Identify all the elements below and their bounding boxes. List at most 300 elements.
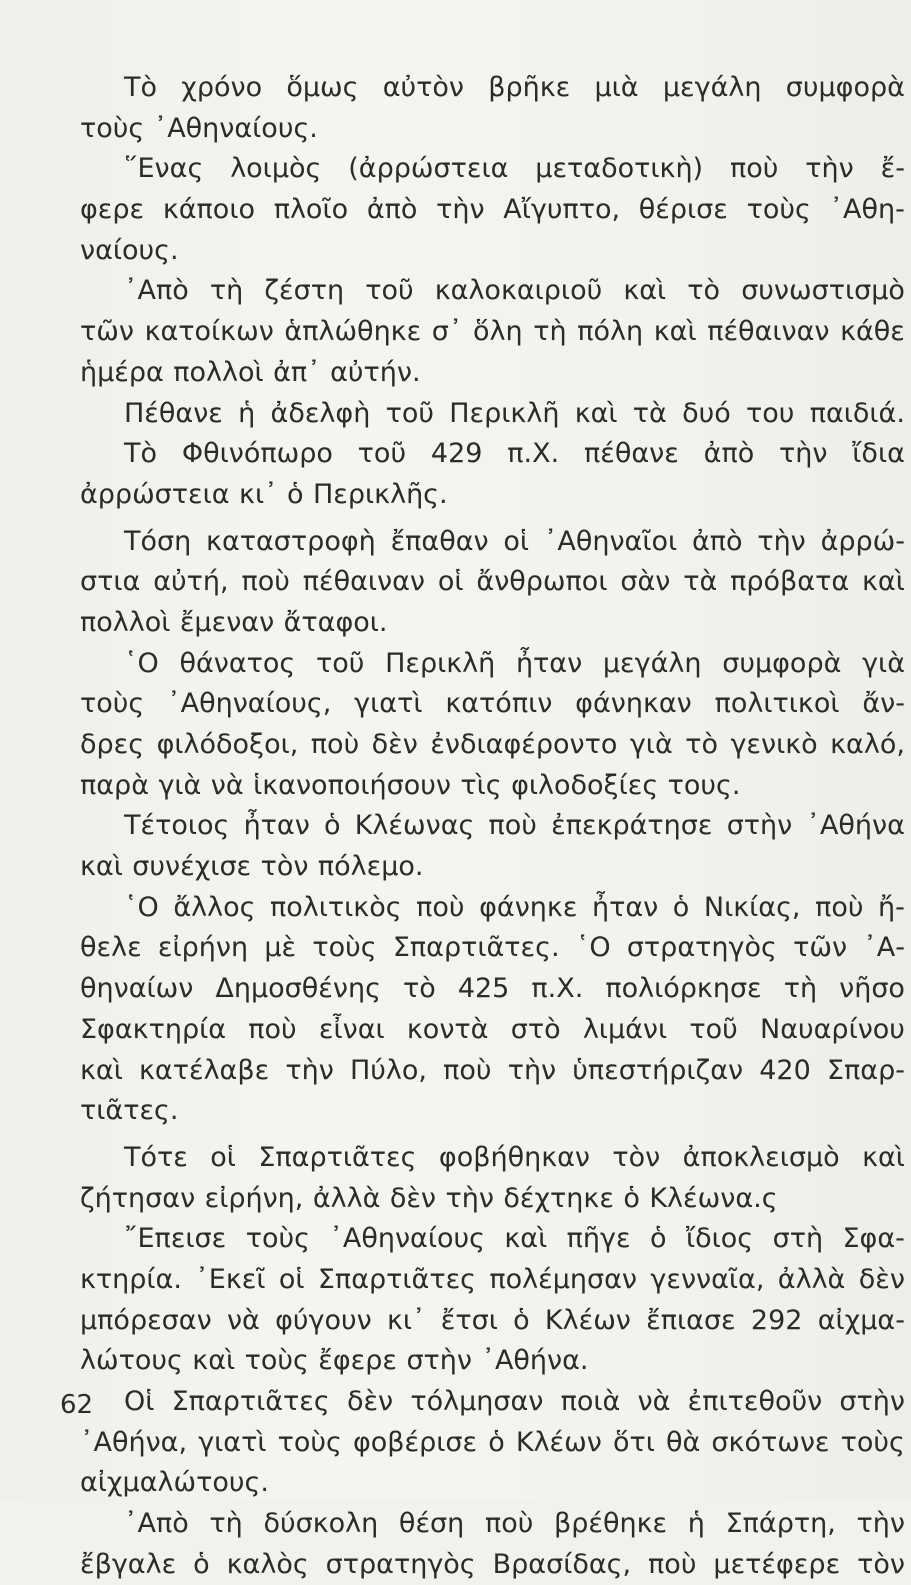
text-line xyxy=(80,766,905,807)
word: καὶ xyxy=(504,1223,548,1255)
word: ᾿Αθήνα. xyxy=(481,1345,589,1377)
word: δὲν xyxy=(858,1263,905,1295)
word: σὰν xyxy=(620,566,671,598)
word: ἦταν xyxy=(591,891,659,923)
word: ᾿Α- xyxy=(863,932,905,964)
word: τοῦ xyxy=(365,275,414,307)
word: Κλέωνα.ς xyxy=(649,1182,778,1214)
word: μετέφερε xyxy=(713,1548,841,1580)
word: τὴ xyxy=(209,275,244,307)
word: θελε xyxy=(80,932,142,964)
text-line xyxy=(80,434,905,475)
word: 292 xyxy=(750,1304,803,1336)
word: στια xyxy=(80,566,141,598)
word: τὸ xyxy=(685,729,718,760)
word: στὴν xyxy=(726,810,793,842)
word: δὲν xyxy=(371,729,418,760)
word: τὴ xyxy=(533,316,567,348)
word: ᾿Αθηναίους xyxy=(329,1223,485,1255)
word: ᾿Αθη- xyxy=(829,194,905,226)
word: ῾Ο xyxy=(575,932,611,964)
word: κι᾿ xyxy=(239,478,278,510)
text-line xyxy=(80,1219,905,1260)
word: τιᾶτες. xyxy=(80,1095,179,1127)
word: αὐτήν. xyxy=(330,356,421,388)
word: αἰχμα- xyxy=(817,1304,905,1336)
word: κτηρία. xyxy=(80,1263,182,1295)
word: θέρισε xyxy=(638,194,728,226)
word: οἱ xyxy=(437,566,464,598)
word: ἔπιασε xyxy=(646,1304,736,1336)
word: πόλη xyxy=(577,316,644,348)
word: ἀπὸ xyxy=(366,194,418,226)
word: θάνατος xyxy=(179,647,296,679)
word: ποὺ xyxy=(484,1508,534,1540)
word: ζέστη xyxy=(264,275,345,307)
word: καὶ xyxy=(623,275,667,307)
word: σκότωνε xyxy=(711,1426,830,1458)
word: Ναυαρίνου xyxy=(760,1013,905,1045)
word: ῾Ο xyxy=(124,891,159,923)
word: τὰ xyxy=(632,397,667,429)
word: κοντὰ xyxy=(406,1013,489,1045)
word: παιδιά. xyxy=(809,397,905,429)
word: Πέθανε xyxy=(124,397,223,429)
text-line xyxy=(80,68,905,109)
word: πολλοὶ xyxy=(173,356,264,388)
text-line xyxy=(80,271,905,312)
word: τὴν xyxy=(779,438,828,470)
word: αὐτὸν xyxy=(382,72,465,103)
word: μεγάλη xyxy=(602,647,702,679)
word: ποὺ xyxy=(730,153,779,185)
word: ῞Ενας xyxy=(124,153,204,185)
word: ζήτησαν xyxy=(80,1182,196,1214)
text-line xyxy=(80,888,905,929)
word: ἀλλὰ xyxy=(777,1263,846,1295)
text-line xyxy=(80,1260,905,1301)
word: πολιτικοὶ xyxy=(714,688,840,720)
word: πέθαιναν xyxy=(302,566,425,598)
word: τὸν xyxy=(857,1548,905,1580)
word: τὸ xyxy=(402,973,436,1005)
word: Φθινόπωρο xyxy=(181,438,333,470)
word: χρόνο xyxy=(181,72,263,103)
word: ὁ xyxy=(623,1182,640,1214)
word: τους. xyxy=(667,769,741,801)
word: γιατὶ xyxy=(198,1426,267,1458)
word: Σπαρτιᾶτες xyxy=(258,1141,417,1173)
text-line xyxy=(80,394,905,435)
page-number: 62 xyxy=(60,1390,94,1420)
word: Περικλῆ xyxy=(449,397,560,429)
word: βρῆκε xyxy=(488,72,571,103)
word: Σπαρτιᾶτες xyxy=(171,1386,330,1417)
word: μπόρεσαν xyxy=(80,1304,212,1336)
word: θηναίων xyxy=(80,973,194,1005)
word: ἔβγαλε xyxy=(80,1548,177,1580)
word: Σφα- xyxy=(842,1223,905,1255)
word: τὴν xyxy=(507,1054,557,1086)
word: Σπαρτιᾶτες. xyxy=(392,932,560,964)
word: καὶ xyxy=(574,397,618,429)
word: αὐτή, xyxy=(153,566,229,598)
word: παρὰ xyxy=(80,769,149,801)
word: ᾿Αθήνα, xyxy=(80,1426,188,1458)
word: καὶ xyxy=(192,1345,236,1377)
word: ἱκανοποιήσουν xyxy=(253,769,451,801)
word: πολιόρκησε xyxy=(605,973,762,1005)
word: κάθε xyxy=(840,316,905,348)
text-line xyxy=(80,684,905,725)
word: ὁ xyxy=(287,478,304,510)
word: ποὺ xyxy=(443,1054,492,1086)
text-line xyxy=(80,1545,905,1585)
word: Τὸ xyxy=(124,438,158,470)
word: τόλμησαν xyxy=(410,1386,544,1417)
word: τὴν xyxy=(445,1182,494,1214)
word: ποὺ xyxy=(310,729,360,760)
word: τὸν xyxy=(612,1141,661,1173)
word: θὰ xyxy=(665,1426,701,1458)
word: ἔπαθαν xyxy=(390,525,489,557)
word: ὁ xyxy=(193,1548,210,1580)
word: ἄταφοι. xyxy=(283,606,388,638)
word: π.Χ. xyxy=(531,973,584,1005)
word: Δημοσθένης xyxy=(215,973,381,1005)
word: γενναῖα, xyxy=(650,1263,765,1295)
word: καλοκαιριοῦ xyxy=(434,275,603,307)
word: φάνηκε xyxy=(479,891,578,923)
word: καταστροφὴ xyxy=(206,525,376,557)
word: ᾿Αθηναίους. xyxy=(153,112,318,144)
word: κι᾿ xyxy=(386,1304,426,1336)
word: στὸ xyxy=(510,1013,561,1045)
word: στρατηγὸς xyxy=(626,932,777,964)
word: φιλοδοξίες xyxy=(511,769,659,801)
word: ἔτσι xyxy=(440,1304,498,1336)
word: ἀπὸ xyxy=(691,525,743,557)
word: κάποιο xyxy=(162,194,255,226)
text-line xyxy=(80,312,905,353)
word: γιὰ xyxy=(862,647,905,679)
word: ἀρρώστεια xyxy=(80,478,230,510)
word: ᾿Αθήνα xyxy=(806,810,905,842)
word: ναίους. xyxy=(80,234,179,266)
word: τὴν xyxy=(285,1054,334,1086)
word: πλοῖο xyxy=(273,194,349,226)
word: πέθανε xyxy=(583,438,679,470)
text-line xyxy=(80,1010,905,1051)
text-line xyxy=(80,847,905,888)
text-line xyxy=(80,1051,905,1092)
word: ἀλλὰ xyxy=(312,1182,381,1214)
word: πρόβατα xyxy=(730,566,850,598)
word: τοῦ xyxy=(385,397,434,429)
text-line xyxy=(80,149,905,190)
word: ὁ xyxy=(672,891,690,923)
text-line xyxy=(80,928,905,969)
word: καλό, xyxy=(830,729,905,760)
word: ᾿Απὸ xyxy=(124,1508,189,1540)
word: δέχτηκε xyxy=(503,1182,614,1214)
word: τοῦ xyxy=(357,438,407,470)
word: τὶς xyxy=(460,769,502,801)
word: ποὺ xyxy=(488,810,537,842)
word: νὰ xyxy=(226,1304,260,1336)
word: κατέλαβε xyxy=(139,1054,270,1086)
word: Σπαρ- xyxy=(826,1054,905,1086)
word: συμφορὰ xyxy=(722,647,842,679)
word: τὴν xyxy=(436,194,485,226)
text-line xyxy=(80,644,905,685)
word: ποὺ xyxy=(815,891,864,923)
word: τοὺς xyxy=(244,1345,309,1377)
word: στρατηγὸς xyxy=(325,1548,476,1580)
word: γιὰ xyxy=(158,769,202,801)
text-line xyxy=(80,1301,905,1342)
word: Σπαρτιᾶτες xyxy=(317,1263,477,1295)
word: δρες xyxy=(80,729,145,760)
text-line xyxy=(80,1382,905,1423)
word: Περικλῆς. xyxy=(313,478,448,510)
text-line xyxy=(80,475,905,516)
text-line xyxy=(80,1091,905,1132)
word: γιατὶ xyxy=(354,688,423,720)
body-text xyxy=(80,68,905,1585)
word: δὲν xyxy=(389,1182,437,1214)
word: ἄλλος xyxy=(173,891,256,923)
word: ᾿Αθηναῖοι xyxy=(543,525,678,557)
word: (ἀρρώστεια xyxy=(348,153,509,185)
word: του xyxy=(746,397,795,429)
word: ῎Επεισε xyxy=(124,1223,227,1255)
word: ὁ xyxy=(324,810,341,842)
word: οἱ xyxy=(278,1263,305,1295)
word: Περικλῆ xyxy=(385,647,496,679)
word: Κλέωνας xyxy=(354,810,475,842)
word: συνωστισμὸ xyxy=(741,275,905,307)
word: πῆγε xyxy=(566,1223,631,1255)
word: ποὺ xyxy=(248,1013,297,1045)
word: ἴδιος xyxy=(686,1223,754,1255)
word: ὑπεστήριζαν xyxy=(572,1054,744,1086)
word: πολλοὶ xyxy=(80,606,171,638)
word: τὴ xyxy=(209,1508,243,1540)
word: ἡ xyxy=(238,397,256,429)
word: ἄν- xyxy=(862,688,905,720)
text-line xyxy=(80,725,905,766)
word: 429 xyxy=(430,438,483,470)
text-line xyxy=(80,353,905,394)
word: τοὺς xyxy=(312,932,377,964)
word: τοῦ xyxy=(315,647,365,679)
word: Τότε xyxy=(124,1141,188,1173)
word: καὶ xyxy=(653,316,697,348)
word: Κλέων xyxy=(544,1304,631,1336)
word: πολιτικὸς xyxy=(270,891,402,923)
word: καὶ xyxy=(862,1141,905,1173)
word: ποιὰ xyxy=(560,1386,621,1417)
word: ᾿Απὸ xyxy=(124,275,189,307)
word: φιλόδοξοι, xyxy=(156,729,299,760)
word: μὲ xyxy=(264,932,297,964)
word: εἰρήνη xyxy=(157,932,249,964)
word: οἱ xyxy=(503,525,530,557)
word: π.Χ. xyxy=(507,438,560,470)
word: τὸν xyxy=(260,851,309,883)
word: ἴδια xyxy=(852,438,905,470)
word: συνέχισε xyxy=(132,851,252,883)
word: τοῦ xyxy=(689,1013,738,1045)
word: ἔμεναν xyxy=(179,606,275,638)
word: λοιμὸς xyxy=(230,153,322,185)
word: ὅλη xyxy=(473,316,523,348)
word: ἄνθρωποι xyxy=(476,566,608,598)
word: μεταδοτικὴ) xyxy=(535,153,704,185)
word: τοὺς xyxy=(840,1426,905,1458)
word: πέθαιναν xyxy=(707,316,830,348)
word: τοὺς xyxy=(80,112,145,144)
word: δυό xyxy=(682,397,731,429)
word: ποὺ xyxy=(416,891,465,923)
word: στὴν xyxy=(406,1345,472,1377)
word: λιμάνι xyxy=(582,1013,668,1045)
text-line xyxy=(80,1423,905,1464)
word: Τόση xyxy=(124,525,192,557)
word: μεγάλη xyxy=(662,72,762,103)
text-line xyxy=(80,109,905,150)
word: ἀπὸ xyxy=(703,438,755,470)
word: ἁπλώθηκε xyxy=(284,316,422,348)
word: Οἱ xyxy=(124,1386,155,1417)
word: Αἴγυπτο, xyxy=(503,194,621,226)
word: καὶ xyxy=(80,851,123,883)
word: εἰρήνη, xyxy=(204,1182,304,1214)
word: γιὰ xyxy=(629,729,673,760)
word: ποὺ xyxy=(648,1548,697,1580)
word: στὴ xyxy=(772,1223,824,1255)
text-line xyxy=(80,231,905,272)
word: δύσκολη xyxy=(263,1508,379,1540)
word: αἰχμαλώτους. xyxy=(80,1467,269,1499)
word: ὁ xyxy=(650,1223,667,1255)
word: τὴν xyxy=(805,153,854,185)
word: ὅμως xyxy=(286,72,359,103)
word: τοὺς xyxy=(277,1426,342,1458)
word: Βρασίδας, xyxy=(492,1548,632,1580)
word: ᾿Εκεῖ xyxy=(195,1263,266,1295)
word: συμφορὰ xyxy=(785,72,905,103)
word: νὰ xyxy=(637,1386,671,1417)
text-line xyxy=(80,1341,905,1382)
word: φοβήθηκαν xyxy=(438,1141,590,1173)
text-line xyxy=(80,969,905,1010)
word: τοὺς xyxy=(746,194,811,226)
word: τὴν xyxy=(856,1508,905,1540)
word: σ᾿ xyxy=(431,316,463,348)
word: 425 xyxy=(457,973,510,1005)
word: ἀπ᾿ xyxy=(273,356,321,388)
word: Σπάρτη, xyxy=(725,1508,836,1540)
word: ποὺ xyxy=(241,566,290,598)
text-line xyxy=(80,1138,905,1179)
text-line xyxy=(80,1179,905,1220)
word: τὸ xyxy=(687,275,721,307)
word: ἐπεκράτησε xyxy=(551,810,713,842)
word: Πύλο, xyxy=(349,1054,427,1086)
word: βρέθηκε xyxy=(554,1508,668,1540)
word: ἦταν xyxy=(243,810,310,842)
word: ἐνδιαφέροντο xyxy=(430,729,618,760)
word: καὶ xyxy=(862,566,905,598)
word: ῾Ο xyxy=(124,647,159,679)
word: κατοίκων xyxy=(144,316,274,348)
word: τὴ xyxy=(783,973,818,1005)
word: φερε xyxy=(80,194,145,226)
word: Σφακτηρία xyxy=(80,1013,227,1045)
word: τῶν xyxy=(793,932,848,964)
text-line xyxy=(80,190,905,231)
word: φύγουν xyxy=(275,1304,372,1336)
word: Τὸ xyxy=(124,72,158,103)
word: ἦταν xyxy=(515,647,583,679)
word: οἱ xyxy=(210,1141,236,1173)
word: ἡμέρα xyxy=(80,356,164,388)
word: δὲν xyxy=(346,1386,394,1417)
word: θέση xyxy=(398,1508,465,1540)
word: 420 xyxy=(759,1054,811,1086)
word: τῶν xyxy=(80,316,134,348)
word: καὶ xyxy=(80,1054,123,1086)
word: ἀδελφὴ xyxy=(270,397,371,429)
text-line xyxy=(80,1463,905,1504)
text-line xyxy=(80,522,905,563)
word: νὰ xyxy=(210,769,244,801)
word: Τέτοιος xyxy=(124,810,230,842)
word: λώτους xyxy=(80,1345,183,1377)
word: τὰ xyxy=(683,566,718,598)
text-line xyxy=(80,806,905,847)
word: ὁ xyxy=(513,1304,530,1336)
word: πολέμησαν xyxy=(489,1263,638,1295)
word: ἡ xyxy=(687,1508,705,1540)
word: ἔ- xyxy=(880,153,905,185)
word: ἤ- xyxy=(878,891,905,923)
word: τοὺς xyxy=(80,688,145,720)
word: ἀρρώ- xyxy=(820,525,905,557)
text-line xyxy=(80,562,905,603)
word: ἔφερε xyxy=(318,1345,397,1377)
word: ὁ xyxy=(488,1426,505,1458)
word: φοβέρισε xyxy=(352,1426,478,1458)
word: ἀποκλεισμὸ xyxy=(682,1141,840,1173)
word: ὅτι xyxy=(612,1426,655,1458)
word: μιὰ xyxy=(594,72,639,103)
word: καλὸς xyxy=(226,1548,309,1580)
word: ἐπιτεθοῦν xyxy=(687,1386,823,1417)
word: κατόπιν xyxy=(445,688,553,720)
word: Κλέων xyxy=(515,1426,602,1458)
word: γενικὸ xyxy=(730,729,818,760)
word: τοὺς xyxy=(245,1223,310,1255)
word: τὴν xyxy=(757,525,806,557)
word: εἶναι xyxy=(318,1013,385,1045)
word: φάνηκαν xyxy=(575,688,692,720)
text-line xyxy=(80,1504,905,1545)
word: Νικίας, xyxy=(703,891,801,923)
text-line xyxy=(80,603,905,644)
